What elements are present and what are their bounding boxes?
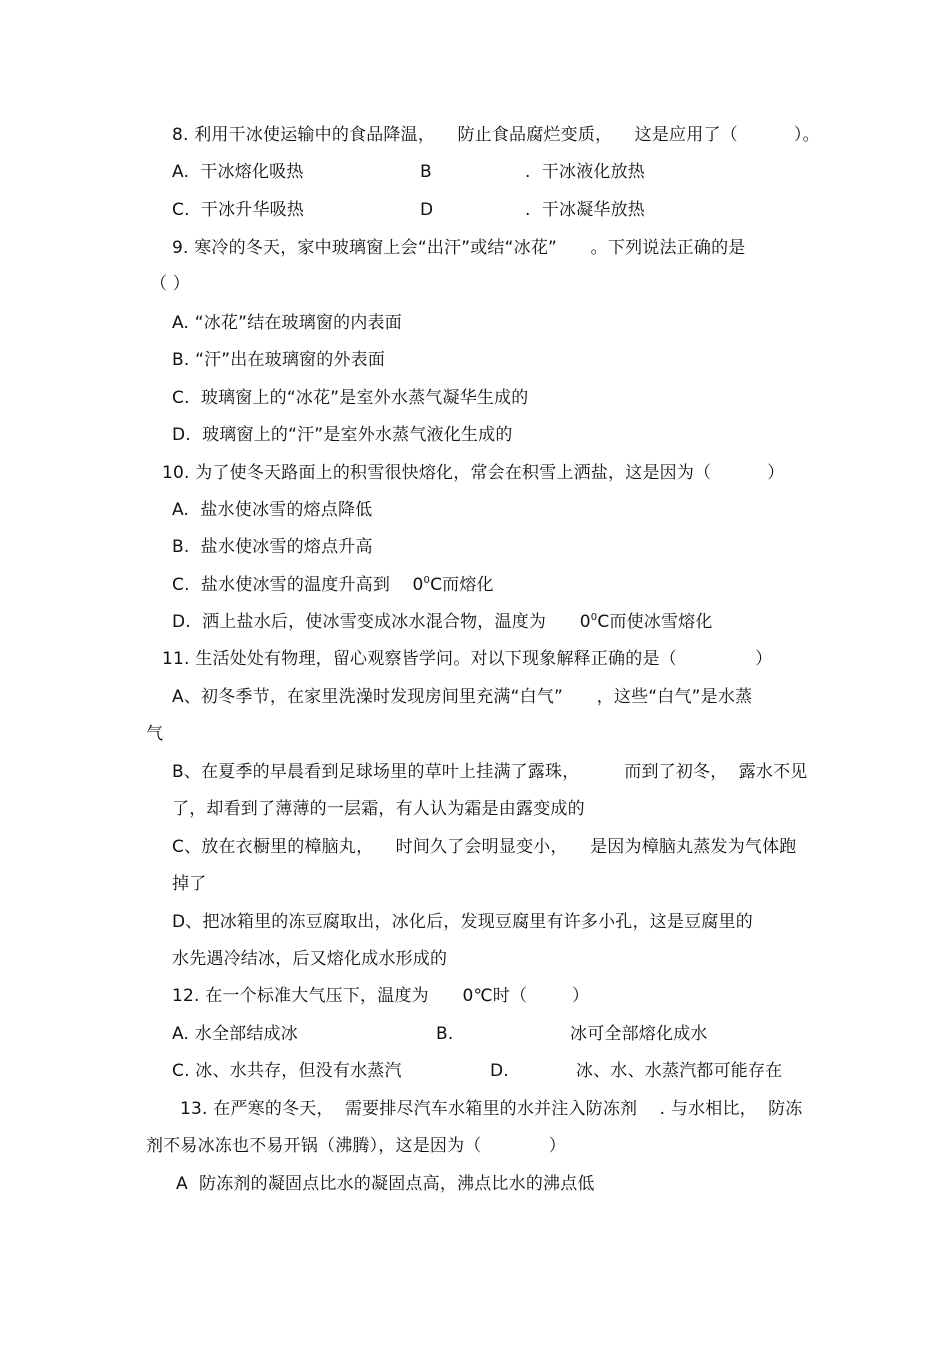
q10-option-c-post: C而熔化 [430,575,494,595]
q11-option-c-continuation: 掉了 [172,874,207,894]
q10-option-c-pre: C. 盐水使冰雪的温度升高到 0 [172,575,424,595]
q10-option-d-post: C而使冰雪熔化 [597,612,713,632]
q12-option-a: A. 水全部结成冰 [172,1024,298,1044]
q9-option-b: B. “汗”出在玻璃窗的外表面 [172,350,386,370]
q11-option-a: A、初冬季节，在家里洗澡时发现房间里充满“白气” ，这些“白气”是水蒸 [172,687,753,707]
q11-option-a-continuation: 气 [146,724,164,744]
q12-option-d-text: 冰、水、水蒸汽都可能存在 [576,1061,783,1081]
q10-option-c [172,574,494,596]
q13-stem-continuation: 剂不易冰冻也不易开锅（沸腾），这是因为（ ） [146,1136,566,1156]
q8-option-d-text: . 干冰凝华放热 [525,200,646,220]
q10-option-d-degree: 0 [590,612,598,623]
q13-option-a: A 防冻剂的凝固点比水的凝固点高，沸点比水的沸点低 [176,1174,595,1194]
q11-stem: 11. 生活处处有物理，留心观察皆学问。对以下现象解释正确的是（ ） [162,649,773,669]
q8-option-b-text: . 干冰液化放热 [525,162,646,182]
q10-option-d [172,611,713,633]
q11-option-c: C、放在衣橱里的樟脑丸， 时间久了会明显变小， 是因为樟脑丸蒸发为气体跑 [172,837,797,857]
q10-option-c-degree: 0 [423,575,431,586]
q12-option-b-text: 冰可全部熔化成水 [570,1024,708,1044]
q13-stem: 13. 在严寒的冬天， 需要排尽汽车水箱里的水并注入防冻剂 . 与水相比， 防冻 [180,1099,803,1119]
q12-option-b-letter: B. [436,1024,454,1044]
q9-stem: 9. 寒冷的冬天，家中玻璃窗上会“出汗”或结“冰花” 。下列说法正确的是 [172,238,746,258]
q12-stem: 12. 在一个标准大气压下，温度为 0℃时（ ） [172,986,590,1006]
q8-option-d-letter: D [420,200,434,220]
q9-stem-continuation: （ ） [150,274,191,294]
q10-option-a: A. 盐水使冰雪的熔点降低 [172,500,373,520]
q10-option-d-pre: D. 洒上盐水后，使冰雪变成冰水混合物，温度为 0 [172,612,591,632]
q12-option-c: C. 冰、水共存，但没有水蒸汽 [172,1061,402,1081]
q11-option-b: B、在夏季的早晨看到足球场里的草叶上挂满了露珠， 而到了初冬， 露水不见 [172,762,808,782]
q8-stem: 8. 利用干冰使运输中的食品降温， 防止食品腐烂变质， 这是应用了（ ）。 [172,125,820,145]
q9-option-a: A. “冰花”结在玻璃窗的内表面 [172,313,402,333]
q9-option-c: C. 玻璃窗上的“冰花”是室外水蒸气凝华生成的 [172,388,529,408]
q9-option-d: D. 玻璃窗上的“汗”是室外水蒸气液化生成的 [172,425,513,445]
q11-option-b-continuation: 了，却看到了薄薄的一层霜，有人认为霜是由露变成的 [172,799,585,819]
q10-option-b: B. 盐水使冰雪的熔点升高 [172,537,373,557]
q12-option-d-letter: D. [490,1061,509,1081]
q11-option-d: D、把冰箱里的冻豆腐取出，冰化后，发现豆腐里有许多小孔，这是豆腐里的 [172,912,753,932]
q8-option-b-letter: B [420,162,432,182]
q10-stem: 10. 为了使冬天路面上的积雪很快熔化，常会在积雪上洒盐，这是因为（ ） [162,463,785,483]
q8-option-c: C. 干冰升华吸热 [172,200,305,220]
q11-option-d-continuation: 水先遇冷结冰，后又熔化成水形成的 [172,949,448,969]
q8-option-a: A. 干冰熔化吸热 [172,162,304,182]
